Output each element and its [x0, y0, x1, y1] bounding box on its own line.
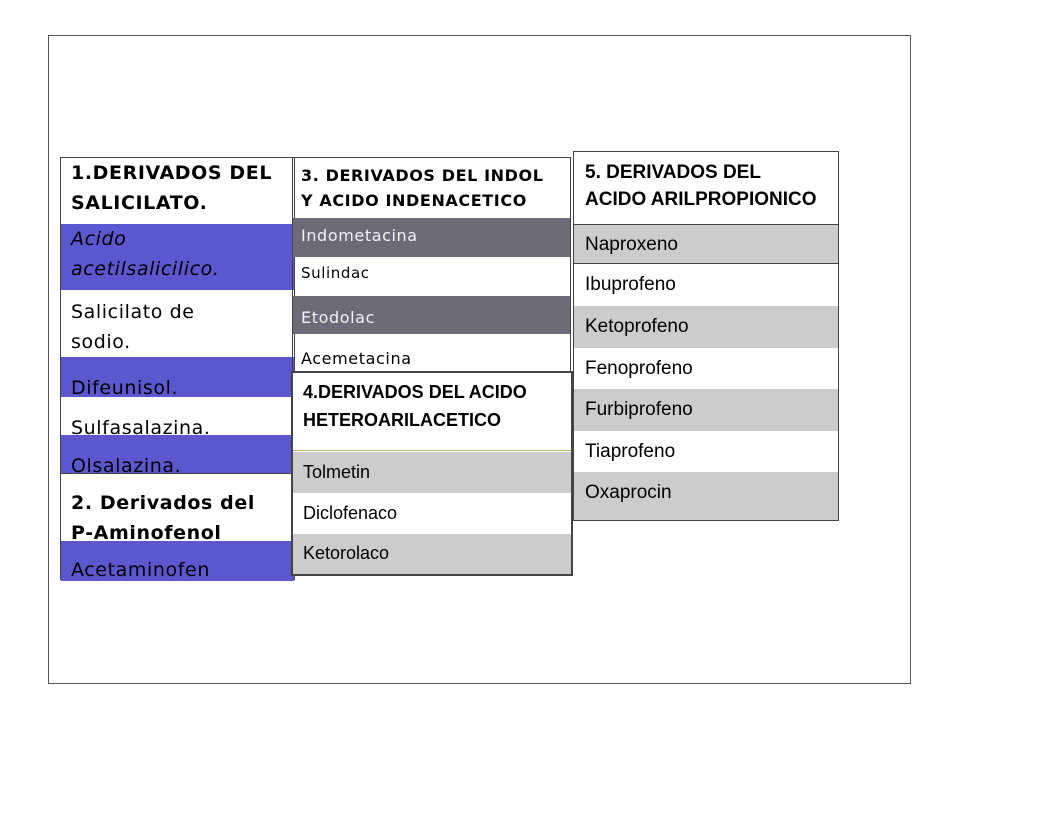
row-text: Ibuprofeno: [585, 274, 676, 295]
row-text: Acetaminofen: [71, 559, 210, 581]
table-row: [293, 534, 571, 574]
indol-header: [293, 158, 570, 218]
row-text: Furbiprofeno: [585, 399, 693, 420]
arylpropionic-table: [573, 151, 839, 521]
row-text: Difeunisol.: [71, 377, 179, 397]
header-line: 3. DERIVADOS DEL INDOL: [301, 166, 544, 185]
table-row: [293, 257, 570, 296]
header-line: 1.DERIVADOS DEL: [71, 162, 273, 184]
row-text: Tiaprofeno: [585, 441, 676, 462]
row-text: Acido: [71, 228, 127, 250]
header-line: P-Aminofenol: [71, 522, 222, 541]
row-text: Ketorolaco: [303, 543, 390, 563]
row-text: Sulindac: [301, 264, 370, 282]
header-line: Y ACIDO INDENACETICO: [301, 191, 527, 210]
header-line: HETEROARILACETICO: [303, 410, 501, 430]
row-text: Naproxeno: [585, 234, 678, 255]
row-text: Olsalazina.: [71, 455, 182, 473]
row-text: Ketoprofeno: [585, 316, 689, 337]
row-text: acetilsalicilico.: [71, 258, 220, 280]
header-line: ACIDO ARILPROPIONICO: [585, 189, 817, 210]
row-text: Etodolac: [301, 308, 375, 327]
table-row: [293, 452, 571, 493]
aminophenol-header: [61, 473, 294, 541]
table-row: [293, 493, 571, 534]
header-line: SALICILATO.: [71, 192, 208, 214]
header-line: 5. DERIVADOS DEL: [585, 162, 761, 183]
salicylate-header: [61, 158, 294, 224]
row-text: Oxaprocin: [585, 482, 672, 503]
table-row: [574, 264, 838, 306]
row-text: Sulfasalazina.: [71, 417, 211, 435]
table-row: [574, 389, 838, 431]
table-row: [574, 348, 838, 389]
table-row: [293, 334, 570, 376]
row-text: Diclofenaco: [303, 503, 398, 523]
row-text: sodio.: [71, 331, 131, 353]
row-text: Tolmetin: [303, 462, 371, 482]
table-row: [61, 297, 294, 357]
table-row: [61, 224, 294, 290]
row-text: Fenoprofeno: [585, 358, 693, 379]
row-text: Acemetacina: [301, 349, 412, 368]
salicylate-table: [60, 157, 295, 580]
heteroarylacetic-table: [291, 371, 573, 576]
row-text: Indometacina: [301, 226, 418, 245]
table-row: [293, 296, 570, 334]
table-row: [574, 472, 838, 520]
table-row: [574, 224, 838, 264]
table-row: [61, 397, 294, 435]
row-text: Salicilato de: [71, 301, 195, 323]
table-row: [61, 541, 294, 581]
header-line: 2. Derivados del: [71, 492, 255, 514]
table-row: [61, 435, 294, 473]
table-row: [574, 306, 838, 348]
heteroarylacetic-header: [293, 373, 571, 451]
indol-table: [292, 157, 571, 375]
table-row: [61, 357, 294, 397]
table-row: [293, 218, 570, 257]
arylpropionic-header: [574, 152, 838, 224]
table-row: [574, 431, 838, 472]
header-line: 4.DERIVADOS DEL ACIDO: [303, 382, 527, 402]
